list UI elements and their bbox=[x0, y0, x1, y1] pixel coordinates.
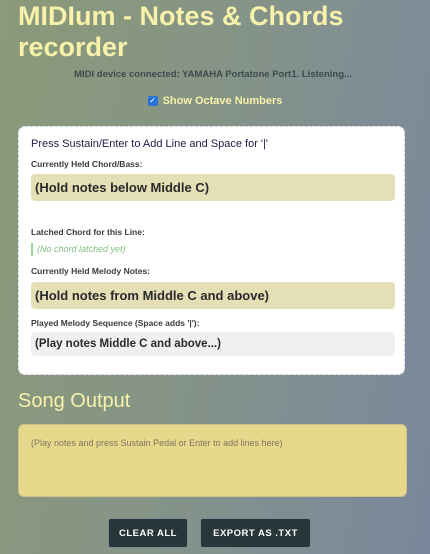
recorder-panel bbox=[18, 126, 405, 375]
melody-sequence-label: Played Melody Sequence (Space adds '|'): bbox=[31, 318, 200, 328]
held-melody-display: (Hold notes from Middle C and above) bbox=[31, 282, 395, 309]
show-octave-toggle[interactable] bbox=[0, 95, 430, 107]
held-chord-display: (Hold notes below Middle C) bbox=[31, 174, 395, 201]
held-chord-label: Currently Held Chord/Bass: bbox=[31, 159, 143, 169]
held-melody-label: Currently Held Melody Notes: bbox=[31, 266, 151, 276]
latched-chord-display: (No chord latched yet) bbox=[31, 243, 126, 256]
song-output-textarea[interactable]: (Play notes and press Sustain Pedal or Enter to add lines here) bbox=[18, 424, 407, 497]
song-output-heading: Song Output bbox=[18, 390, 131, 412]
app-title: MIDIum - Notes & Chords recorder bbox=[18, 1, 344, 62]
show-octave-label: Show Octave Numbers bbox=[162, 95, 283, 107]
instructions-text: Press Sustain/Enter to Add Line and Space for '|' bbox=[31, 138, 268, 150]
latched-chord-label: Latched Chord for this Line: bbox=[31, 227, 145, 237]
midi-status-text: MIDI device connected: YAMAHA Portatone Port1. Listening... bbox=[74, 69, 352, 80]
clear-all-button[interactable]: CLEAR ALL bbox=[108, 518, 188, 548]
export-txt-button[interactable]: EXPORT AS .TXT bbox=[200, 518, 311, 548]
melody-sequence-display: (Play notes Middle C and above...) bbox=[31, 332, 395, 356]
show-octave-checkbox[interactable]: ✓ bbox=[149, 96, 156, 105]
